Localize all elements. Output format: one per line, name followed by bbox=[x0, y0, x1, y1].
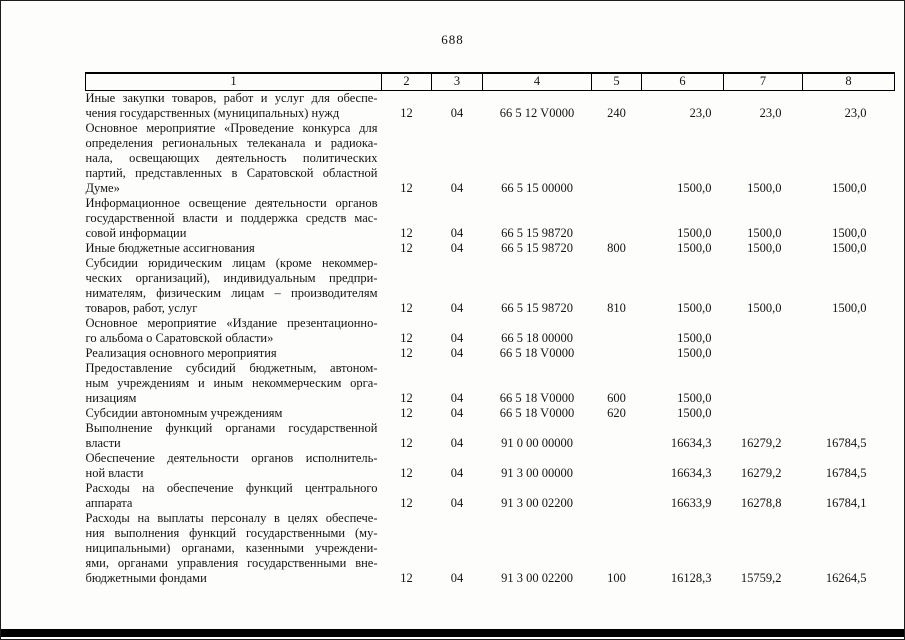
row-description bbox=[86, 121, 382, 196]
row-cell-c4: 91 3 00 00000 bbox=[501, 465, 573, 480]
row-cell-c6: 16634,3 bbox=[670, 465, 712, 480]
row-cell-c3: 04 bbox=[450, 180, 464, 195]
row-cell-c6: 1500,0 bbox=[677, 180, 712, 195]
row-description bbox=[86, 511, 382, 586]
row-cell-c6: 16128,3 bbox=[670, 570, 712, 585]
column-header-1: 1 bbox=[86, 73, 382, 90]
row-description bbox=[86, 241, 382, 256]
row-cell-c6: 23,0 bbox=[689, 105, 712, 120]
row-cell-c2: 12 bbox=[400, 300, 413, 315]
row-description bbox=[86, 406, 382, 421]
table-row bbox=[86, 346, 895, 361]
column-header-7: 7 bbox=[724, 73, 803, 90]
row-cell-c5 bbox=[592, 421, 642, 451]
row-cell-c4: 66 5 18 00000 bbox=[501, 330, 573, 345]
row-description bbox=[86, 196, 382, 241]
row-cell-c6: 1500,0 bbox=[677, 405, 712, 420]
description-line: Иные закупки товаров, работ и услуг для обеспе- bbox=[85, 90, 378, 105]
row-cell-c3: 04 bbox=[450, 570, 464, 585]
row-cell-c5: 810 bbox=[607, 300, 626, 315]
row-cell-c4: 91 0 00 00000 bbox=[501, 435, 573, 450]
column-header-5: 5 bbox=[592, 73, 642, 90]
description-line: Расходы на выплаты персоналу в целях обеспече- bbox=[85, 510, 378, 525]
page-number: 688 bbox=[441, 32, 464, 47]
row-cell-c5: 800 bbox=[607, 240, 626, 255]
row-cell-c8: 16784,5 bbox=[825, 465, 867, 480]
table-row bbox=[86, 256, 895, 316]
row-description bbox=[86, 256, 382, 316]
row-cell-c3: 04 bbox=[450, 495, 464, 510]
row-cell-c4: 66 5 18 V0000 bbox=[499, 390, 575, 405]
row-cell-c3: 04 bbox=[450, 435, 464, 450]
description-line: Обеспечение деятельности органов исполнитель- bbox=[85, 450, 378, 465]
row-cell-c2: 12 bbox=[400, 345, 413, 360]
table-row bbox=[86, 196, 895, 241]
description-line: партий, представленных в Саратовской областной bbox=[85, 165, 378, 180]
description-line: ния выполнения функций государственными (му- bbox=[85, 525, 378, 540]
description-line: Основное мероприятие «Проведение конкурса для bbox=[85, 120, 378, 135]
row-cell-c8 bbox=[803, 361, 895, 406]
row-cell-c2: 12 bbox=[400, 240, 413, 255]
row-cell-c4: 66 5 12 V0000 bbox=[499, 105, 575, 120]
row-cell-c8: 1500,0 bbox=[832, 180, 867, 195]
row-cell-c2: 12 bbox=[400, 225, 413, 240]
description-line: ным учреждениям и иным некоммерческим орга- bbox=[85, 375, 378, 390]
description-line: Основное мероприятие «Издание презентационно- bbox=[85, 315, 378, 330]
table-row bbox=[86, 121, 895, 196]
description-line: Иные бюджетные ассигнования bbox=[85, 240, 255, 255]
row-description bbox=[86, 316, 382, 346]
row-cell-c3: 04 bbox=[450, 330, 464, 345]
description-line: бюджетными фондами bbox=[85, 570, 207, 585]
row-cell-c8: 1500,0 bbox=[832, 225, 867, 240]
table-row bbox=[86, 316, 895, 346]
table-row bbox=[86, 481, 895, 511]
row-cell-c4: 91 3 00 02200 bbox=[501, 570, 573, 585]
row-cell-c8: 16784,1 bbox=[825, 495, 867, 510]
description-line: власти bbox=[85, 435, 121, 450]
row-cell-c5 bbox=[592, 316, 642, 346]
description-line: Информационное освещение деятельности органов bbox=[85, 195, 378, 210]
row-cell-c7: 16279,2 bbox=[740, 435, 782, 450]
column-header-3: 3 bbox=[432, 73, 483, 90]
row-cell-c3: 04 bbox=[450, 465, 464, 480]
row-cell-c4: 66 5 15 98720 bbox=[501, 300, 573, 315]
description-line: аппарата bbox=[85, 495, 133, 510]
row-cell-c7: 15759,2 bbox=[740, 570, 782, 585]
row-cell-c2: 12 bbox=[400, 495, 413, 510]
row-cell-c7: 1500,0 bbox=[747, 240, 782, 255]
description-line: Думе» bbox=[85, 180, 120, 195]
row-cell-c3: 04 bbox=[450, 240, 464, 255]
table-body bbox=[86, 90, 895, 586]
row-cell-c7: 1500,0 bbox=[747, 180, 782, 195]
column-header-6: 6 bbox=[642, 73, 724, 90]
row-cell-c5 bbox=[592, 196, 642, 241]
row-cell-c5 bbox=[592, 346, 642, 361]
description-line: Предоставление субсидий бюджетным, автоном- bbox=[85, 360, 378, 375]
description-line: Реализация основного мероприятия bbox=[85, 345, 277, 360]
row-cell-c3: 04 bbox=[450, 345, 464, 360]
row-cell-c6: 1500,0 bbox=[677, 390, 712, 405]
description-line: государственной власти и поддержка средств мас- bbox=[85, 210, 378, 225]
row-cell-c8: 1500,0 bbox=[832, 240, 867, 255]
row-description bbox=[86, 90, 382, 121]
row-cell-c5 bbox=[592, 481, 642, 511]
column-header-8: 8 bbox=[803, 73, 895, 90]
row-cell-c3: 04 bbox=[450, 300, 464, 315]
row-cell-c4: 66 5 15 98720 bbox=[501, 225, 573, 240]
row-cell-c7 bbox=[724, 316, 803, 346]
row-cell-c6: 16633,9 bbox=[670, 495, 712, 510]
table-row bbox=[86, 511, 895, 586]
row-cell-c7: 23,0 bbox=[759, 105, 782, 120]
description-line: Субсидии автономным учреждениям bbox=[85, 405, 283, 420]
row-cell-c6: 1500,0 bbox=[677, 240, 712, 255]
description-line: Расходы на обеспечение функций центрального bbox=[85, 480, 378, 495]
row-cell-c5 bbox=[592, 121, 642, 196]
row-cell-c2: 12 bbox=[400, 465, 413, 480]
row-cell-c8: 23,0 bbox=[844, 105, 867, 120]
row-cell-c4: 66 5 15 98720 bbox=[501, 240, 573, 255]
row-cell-c7: 1500,0 bbox=[747, 300, 782, 315]
row-cell-c6: 1500,0 bbox=[677, 300, 712, 315]
row-cell-c2: 12 bbox=[400, 570, 413, 585]
row-cell-c7: 16279,2 bbox=[740, 465, 782, 480]
description-line: низациям bbox=[85, 390, 137, 405]
row-cell-c5: 240 bbox=[607, 105, 626, 120]
row-description bbox=[86, 451, 382, 481]
description-line: го альбома о Саратовской области» bbox=[85, 330, 274, 345]
description-line: чения государственных (муниципальных) нужд bbox=[85, 105, 340, 120]
row-cell-c5 bbox=[592, 451, 642, 481]
row-cell-c5: 620 bbox=[607, 405, 626, 420]
table-row bbox=[86, 406, 895, 421]
table-row bbox=[86, 451, 895, 481]
description-line: ной власти bbox=[85, 465, 144, 480]
row-cell-c7: 1500,0 bbox=[747, 225, 782, 240]
row-cell-c3: 04 bbox=[450, 105, 464, 120]
row-cell-c3: 04 bbox=[450, 405, 464, 420]
row-cell-c4: 66 5 15 00000 bbox=[501, 180, 573, 195]
row-cell-c6: 1500,0 bbox=[677, 345, 712, 360]
description-line: определения региональных телеканала и радиока- bbox=[85, 135, 378, 150]
table-row bbox=[86, 361, 895, 406]
table-row bbox=[86, 421, 895, 451]
row-cell-c4: 66 5 18 V0000 bbox=[499, 345, 575, 360]
row-cell-c2: 12 bbox=[400, 405, 413, 420]
row-cell-c2: 12 bbox=[400, 180, 413, 195]
scan-artifact-bar bbox=[1, 629, 904, 637]
row-description bbox=[86, 361, 382, 406]
row-cell-c2: 12 bbox=[400, 390, 413, 405]
description-line: Субсидии юридическим лицам (кроме некоммер- bbox=[85, 255, 378, 270]
row-cell-c8 bbox=[803, 406, 895, 421]
table-row bbox=[86, 241, 895, 256]
budget-table bbox=[85, 72, 895, 586]
description-line: совой информации bbox=[85, 225, 187, 240]
description-line: ческих организаций), индивидуальным предпри- bbox=[85, 270, 378, 285]
row-cell-c4: 66 5 18 V0000 bbox=[499, 405, 575, 420]
row-cell-c3: 04 bbox=[450, 225, 464, 240]
row-cell-c7: 16278,8 bbox=[740, 495, 782, 510]
row-cell-c7 bbox=[724, 361, 803, 406]
description-line: нимателям, физическим лицам – производителям bbox=[85, 285, 378, 300]
description-line: ниципальными) органами, казенными учреждени- bbox=[85, 540, 378, 555]
description-line: нала, освещающих деятельность политических bbox=[85, 150, 378, 165]
row-cell-c6: 1500,0 bbox=[677, 225, 712, 240]
row-cell-c8 bbox=[803, 316, 895, 346]
row-cell-c6: 16634,3 bbox=[670, 435, 712, 450]
row-cell-c5: 600 bbox=[607, 390, 626, 405]
column-header-2: 2 bbox=[382, 73, 432, 90]
row-description bbox=[86, 481, 382, 511]
column-header-4: 4 bbox=[483, 73, 592, 90]
row-cell-c2: 12 bbox=[400, 330, 413, 345]
table-row bbox=[86, 90, 895, 121]
row-cell-c2: 12 bbox=[400, 105, 413, 120]
description-line: Выполнение функций органами государственной bbox=[85, 420, 378, 435]
row-description bbox=[86, 346, 382, 361]
row-cell-c2: 12 bbox=[400, 435, 413, 450]
row-cell-c6: 1500,0 bbox=[677, 330, 712, 345]
row-cell-c8: 16784,5 bbox=[825, 435, 867, 450]
row-cell-c8: 16264,5 bbox=[825, 570, 867, 585]
row-description bbox=[86, 421, 382, 451]
row-cell-c5: 100 bbox=[607, 570, 626, 585]
description-line: товаров, работ, услуг bbox=[85, 300, 198, 315]
row-cell-c4: 91 3 00 02200 bbox=[501, 495, 573, 510]
row-cell-c7 bbox=[724, 346, 803, 361]
row-cell-c8 bbox=[803, 346, 895, 361]
row-cell-c3: 04 bbox=[450, 390, 464, 405]
row-cell-c8: 1500,0 bbox=[832, 300, 867, 315]
table-header-row bbox=[86, 73, 895, 90]
description-line: ями, органами управления государственными вне- bbox=[85, 555, 378, 570]
row-cell-c7 bbox=[724, 406, 803, 421]
